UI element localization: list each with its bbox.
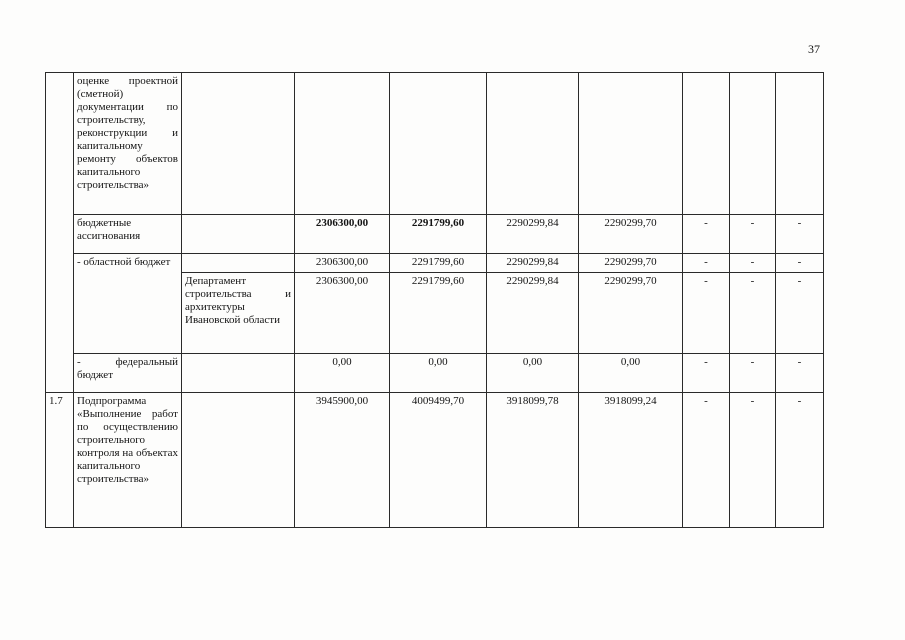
value-cell: -: [776, 215, 824, 254]
value-cell: [295, 73, 390, 215]
value-cell: [776, 73, 824, 215]
value-cell: [579, 73, 683, 215]
budget-table: [45, 72, 824, 528]
value-cell: 3918099,24: [579, 393, 683, 528]
value-cell: 3945900,00: [295, 393, 390, 528]
value-cell: 2291799,60: [390, 273, 487, 354]
page-number: 37: [808, 42, 820, 56]
value-cell: 0,00: [487, 354, 579, 393]
value-cell: 2291799,60: [390, 254, 487, 273]
value-cell: -: [730, 273, 776, 354]
value-cell: -: [730, 354, 776, 393]
value-cell: -: [683, 393, 730, 528]
value-cell: -: [683, 254, 730, 273]
row-number-cell: [46, 73, 74, 393]
value-cell: -: [683, 273, 730, 354]
value-cell: 0,00: [295, 354, 390, 393]
row-name-cell: - областной бюджет: [74, 254, 182, 354]
value-cell: -: [730, 393, 776, 528]
executor-cell: [182, 354, 295, 393]
executor-cell: [182, 393, 295, 528]
table-row: [46, 354, 824, 393]
table-row: [46, 73, 824, 215]
value-cell: [390, 73, 487, 215]
table-row: [46, 215, 824, 254]
value-cell: 2290299,84: [487, 273, 579, 354]
value-cell: -: [776, 254, 824, 273]
value-cell: 4009499,70: [390, 393, 487, 528]
table-row: [46, 254, 824, 273]
row-name-cell: бюджетные ассигнования: [74, 215, 182, 254]
value-cell: 0,00: [579, 354, 683, 393]
table-row: [46, 393, 824, 528]
value-cell: [730, 73, 776, 215]
value-cell: 2306300,00: [295, 254, 390, 273]
value-cell: -: [730, 254, 776, 273]
value-cell: [683, 73, 730, 215]
value-cell: 2306300,00: [295, 273, 390, 354]
value-cell: 2290299,84: [487, 215, 579, 254]
value-cell: 2290299,70: [579, 215, 683, 254]
value-cell: 2291799,60: [390, 215, 487, 254]
row-name-cell: - федеральный бюджет: [74, 354, 182, 393]
value-cell: 3918099,78: [487, 393, 579, 528]
row-name-cell: оценке проектной (сметной) документации по строительству, реконструкции и капитальному ремонту объектов капитального строительства»: [74, 73, 182, 215]
value-cell: 2290299,70: [579, 273, 683, 354]
value-cell: -: [683, 215, 730, 254]
value-cell: -: [776, 393, 824, 528]
executor-cell: [182, 254, 295, 273]
row-number-cell: 1.7: [46, 393, 74, 528]
value-cell: 0,00: [390, 354, 487, 393]
executor-cell: Департамент строительства и архитектуры Ивановской области: [182, 273, 295, 354]
value-cell: 2306300,00: [295, 215, 390, 254]
executor-cell: [182, 73, 295, 215]
row-name-cell: Подпрограмма «Выполнение работ по осуществлению строительного контроля на объектах капитального строительства»: [74, 393, 182, 528]
value-cell: -: [776, 273, 824, 354]
value-cell: [487, 73, 579, 215]
value-cell: -: [683, 354, 730, 393]
value-cell: -: [776, 354, 824, 393]
value-cell: 2290299,70: [579, 254, 683, 273]
executor-cell: [182, 215, 295, 254]
value-cell: -: [730, 215, 776, 254]
value-cell: 2290299,84: [487, 254, 579, 273]
